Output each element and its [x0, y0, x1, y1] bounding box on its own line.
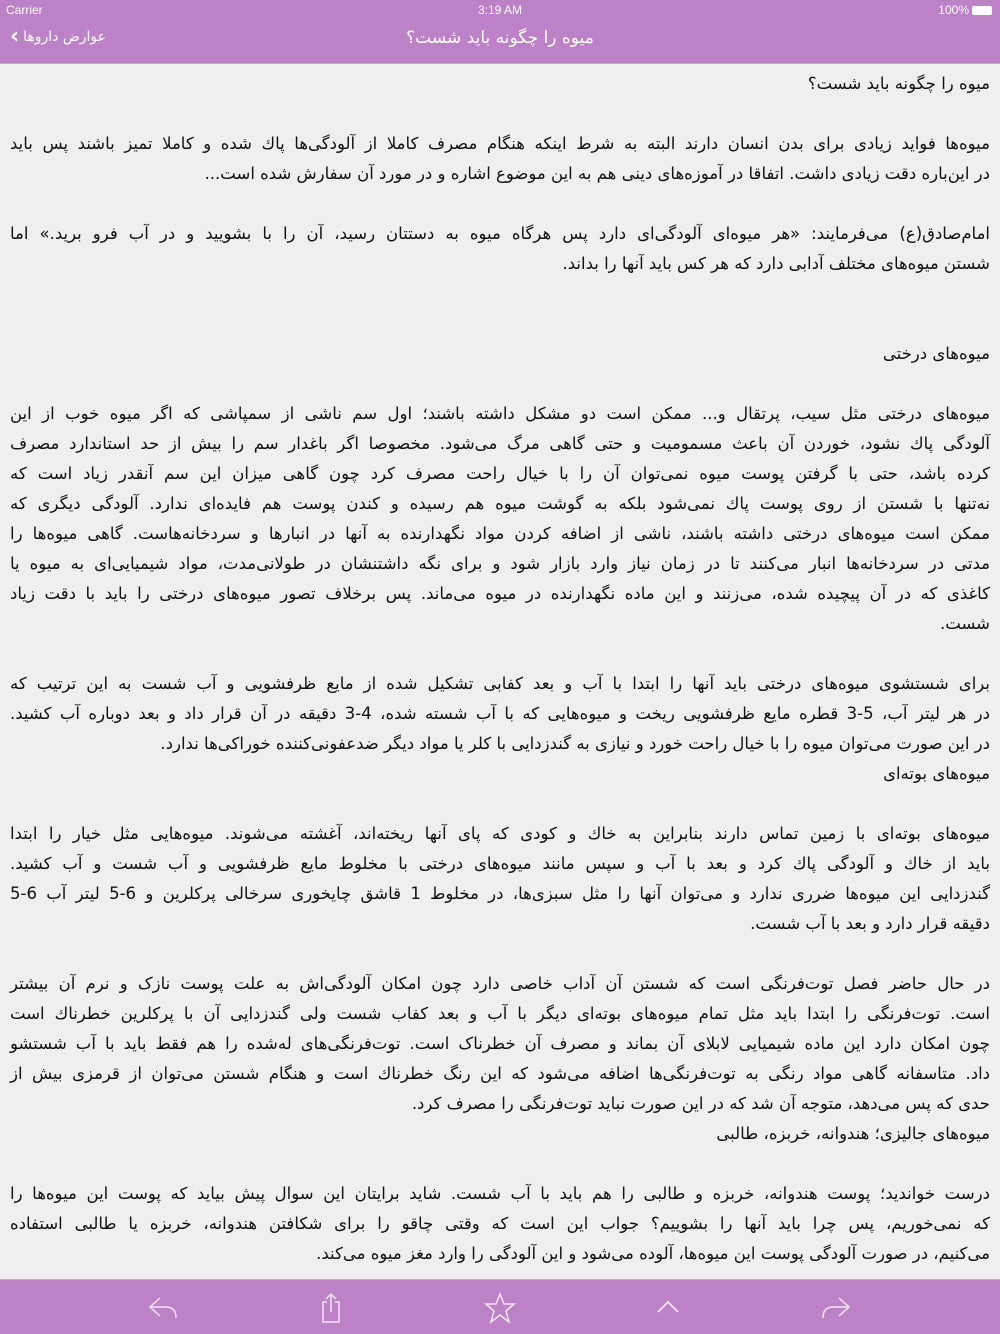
text-line: باید از خاك و آلودگی پاك کرد و بعد با آب و سپس مانند میوه‌های درختی با مخلوط مایع ظرفشویی و آب شست و آب کشید.	[10, 854, 990, 873]
back-label: عوارض داروها	[23, 29, 106, 45]
star-icon[interactable]	[480, 1292, 520, 1322]
text-line: در این صورت می‌توان میوه را با خیال راحت خورد و نیازی به گندزدایی با کلر یا مواد دیگر ضدعفونی‌کننده خوراکی‌ها ندارد.	[160, 734, 990, 753]
text-line: در این‌باره دقت زیادی داشت. اتفاقا در آموزه‌های دینی هم به این موضوع اشاره و در مورد آن سفارش شده است...	[204, 164, 990, 183]
text-line: آلودگی پاك نشود، خوردن آن باعث مسمومیت و حتی گاهی مرگ می‌شود. مخصوصا اگر باغدار سم را بیش از حد استاندارد مصرف	[10, 434, 990, 453]
text-line: چون امکان دارد این ماده شیمیایی لابلای آن بماند و مصرف آن خطرناک است. توت‌فرنگی‌های له‌شده را هم فقط باید با آب شستشو	[10, 1034, 990, 1053]
text-line: امام‌صادق(ع) می‌فرمایند: «هر میوه‌ای آلودگی‌ای دارد پس هرگاه میوه به دستتان رسید، آن را با بشویید و در آب فرو برید.» اما	[10, 224, 990, 243]
blank-line	[10, 189, 990, 219]
blank-line	[10, 789, 990, 819]
page-title: میوه را چگونه باید شست؟	[406, 28, 594, 48]
blank-line	[10, 939, 990, 969]
carrier-label: Carrier	[6, 3, 43, 17]
text-line: داد. متاسفانه گاهی مواد رنگی به توت‌فرنگی‌ها اضافه می‌شود که این رنگ خطرناك است و هنگام شستن می‌توان از قرمزی بیش از	[10, 1064, 990, 1083]
text-line: میوه‌های جالیزی؛ هندوانه، خربزه، طالبی	[716, 1124, 990, 1143]
text-line: میوه‌های بوته‌ای با زمین تماس دارند بنابراین به خاك و کودی که پای آنها ریخته‌اند، آغشته می‌شوند. میوه‌هایی مثل خیار را ابتدا	[10, 824, 990, 843]
text-line: نه‌تنها با شستن از روی پوست پاك نمی‌شود بلکه به گوشت میوه هم رسیده و کندن پوست هم فایده‌ای ندارد. آلودگی دیگری که	[10, 494, 990, 513]
text-line: کاغذی که در آن پیچیده شده، می‌زنند و این ماده نگهدارنده در میوه می‌ماند. پس برخلاف تصور میوه‌های درختی را باید با دقت زیاد	[10, 584, 990, 603]
battery-indicator	[938, 3, 992, 17]
text-line: مدتی در سردخانه‌ها انبار می‌کنند تا در زمان نیاز وارد بازار شود و برای نگه داشتنشان در طولانی‌مدت، مواد شیمیایی‌ای به میوه یا	[10, 554, 990, 573]
blank-line	[10, 99, 990, 129]
text-line: میوه‌های درختی مثل سیب، پرتقال و... ممکن است دو مشکل داشته باشند؛ اول سم ناشی از سمپاشی که اگر میوه خوب از این	[10, 404, 990, 423]
text-line: ممکن است میوه‌های درختی داشته باشند، ناشی از اضافه کردن مواد نگهدارنده به آنها در انبارها و سردخانه‌هاست. گاهی میوه‌ها را	[10, 524, 990, 543]
navigation-bar	[0, 0, 1000, 64]
battery-percent: 100%	[938, 3, 969, 17]
blank-line	[10, 1149, 990, 1179]
blank-line	[10, 369, 990, 399]
forward-icon[interactable]	[816, 1292, 856, 1322]
text-line: میوه‌های درختی	[882, 344, 990, 363]
text-line: که نمی‌خوریم، پس چرا باید آنها را بشوییم؟ جواب این است که وقتی چاقو را برای شکافتن هندوانه، خربزه یا طالبی استفاده	[10, 1214, 990, 1233]
text-line: شست.	[940, 614, 990, 633]
scroll-top-icon[interactable]	[648, 1292, 688, 1322]
text-line: کرده باشد، حتی با گرفتن پوست میوه نمی‌توان آن را با خیال راحت مصرف کرد چون گاهی میزان این سم آنقدر زیاد است که	[10, 464, 990, 483]
reply-icon[interactable]	[143, 1292, 183, 1322]
share-icon[interactable]	[311, 1292, 351, 1322]
text-line: حدی که پس می‌دهد، متوجه آن شد که در این صورت نباید توت‌فرنگی را مصرف کرد.	[411, 1094, 990, 1113]
status-bar	[0, 0, 1000, 20]
text-line: می‌کنیم، در صورت آلودگی پوست این میوه‌ها، آلوده می‌شود و این آلودگی را وارد مغز میوه می‌کند.	[316, 1244, 990, 1263]
blank-line	[10, 309, 990, 339]
text-line: میوه را چگونه باید شست؟	[807, 74, 990, 93]
blank-line	[10, 279, 990, 309]
text-line: است. توت‌فرنگی را ابتدا باید مثل تمام میوه‌های بوته‌ای دیگر با آب و بعد کفاب شست ولی گندزدایی آن با پرکلرین خطرناك است	[10, 1004, 990, 1023]
text-line: برای شستشوی میوه‌های درختی باید آنها را ابتدا با آب و بعد کفابی تشکیل شده از مایع ظرفشویی و آب شست به این ترتیب که	[10, 674, 990, 693]
text-line: در هر لیتر آب، 5-3 قطره مایع ظرفشویی ریخت و میوه‌هایی که با آب شسته شده، 4-3 دقیقه در آن قرار داد و بعد دوباره آب کشید.	[10, 704, 990, 723]
chevron-left-icon: ‹	[10, 24, 20, 49]
text-line: میوه‌ها فواید زیادی برای بدن انسان دارند البته به شرط اینکه هنگام مصرف کاملا از آلودگی‌ها پاك شده و کاملا تمیز باشند پس باید	[10, 134, 990, 153]
bottom-toolbar	[0, 1279, 1000, 1334]
text-line: شستن میوه‌های مختلف آدابی دارد که هر کس باید آنها را بداند.	[562, 254, 990, 273]
text-line: دقیقه قرار دارد و بعد با آب شست.	[750, 914, 990, 933]
blank-line	[10, 639, 990, 669]
text-line: در حال حاضر فصل توت‌فرنگی است که شستن آن آداب خاصی دارد چون امکان آلودگی‌اش به علت پوست نازک و نرم آن بیشتر	[10, 974, 990, 993]
article-body	[10, 69, 990, 1269]
battery-icon	[972, 6, 992, 15]
text-line: گندزدایی این میوه‌ها ضرری ندارد و می‌توان آنها را مثل سبزی‌ها، در مخلوط 1 قاشق چایخوری سرخالی پرکلرین و 6-5 لیتر آب 6-5	[10, 884, 990, 903]
clock: 3:19 AM	[477, 3, 523, 17]
text-line: درست خواندید؛ پوست هندوانه، خربزه و طالبی را هم باید با آب شست. شاید برایتان این سوال پیش بیاید که پوست این میوه‌ها را	[10, 1184, 990, 1203]
text-line: میوه‌های بوته‌ای	[883, 764, 990, 783]
